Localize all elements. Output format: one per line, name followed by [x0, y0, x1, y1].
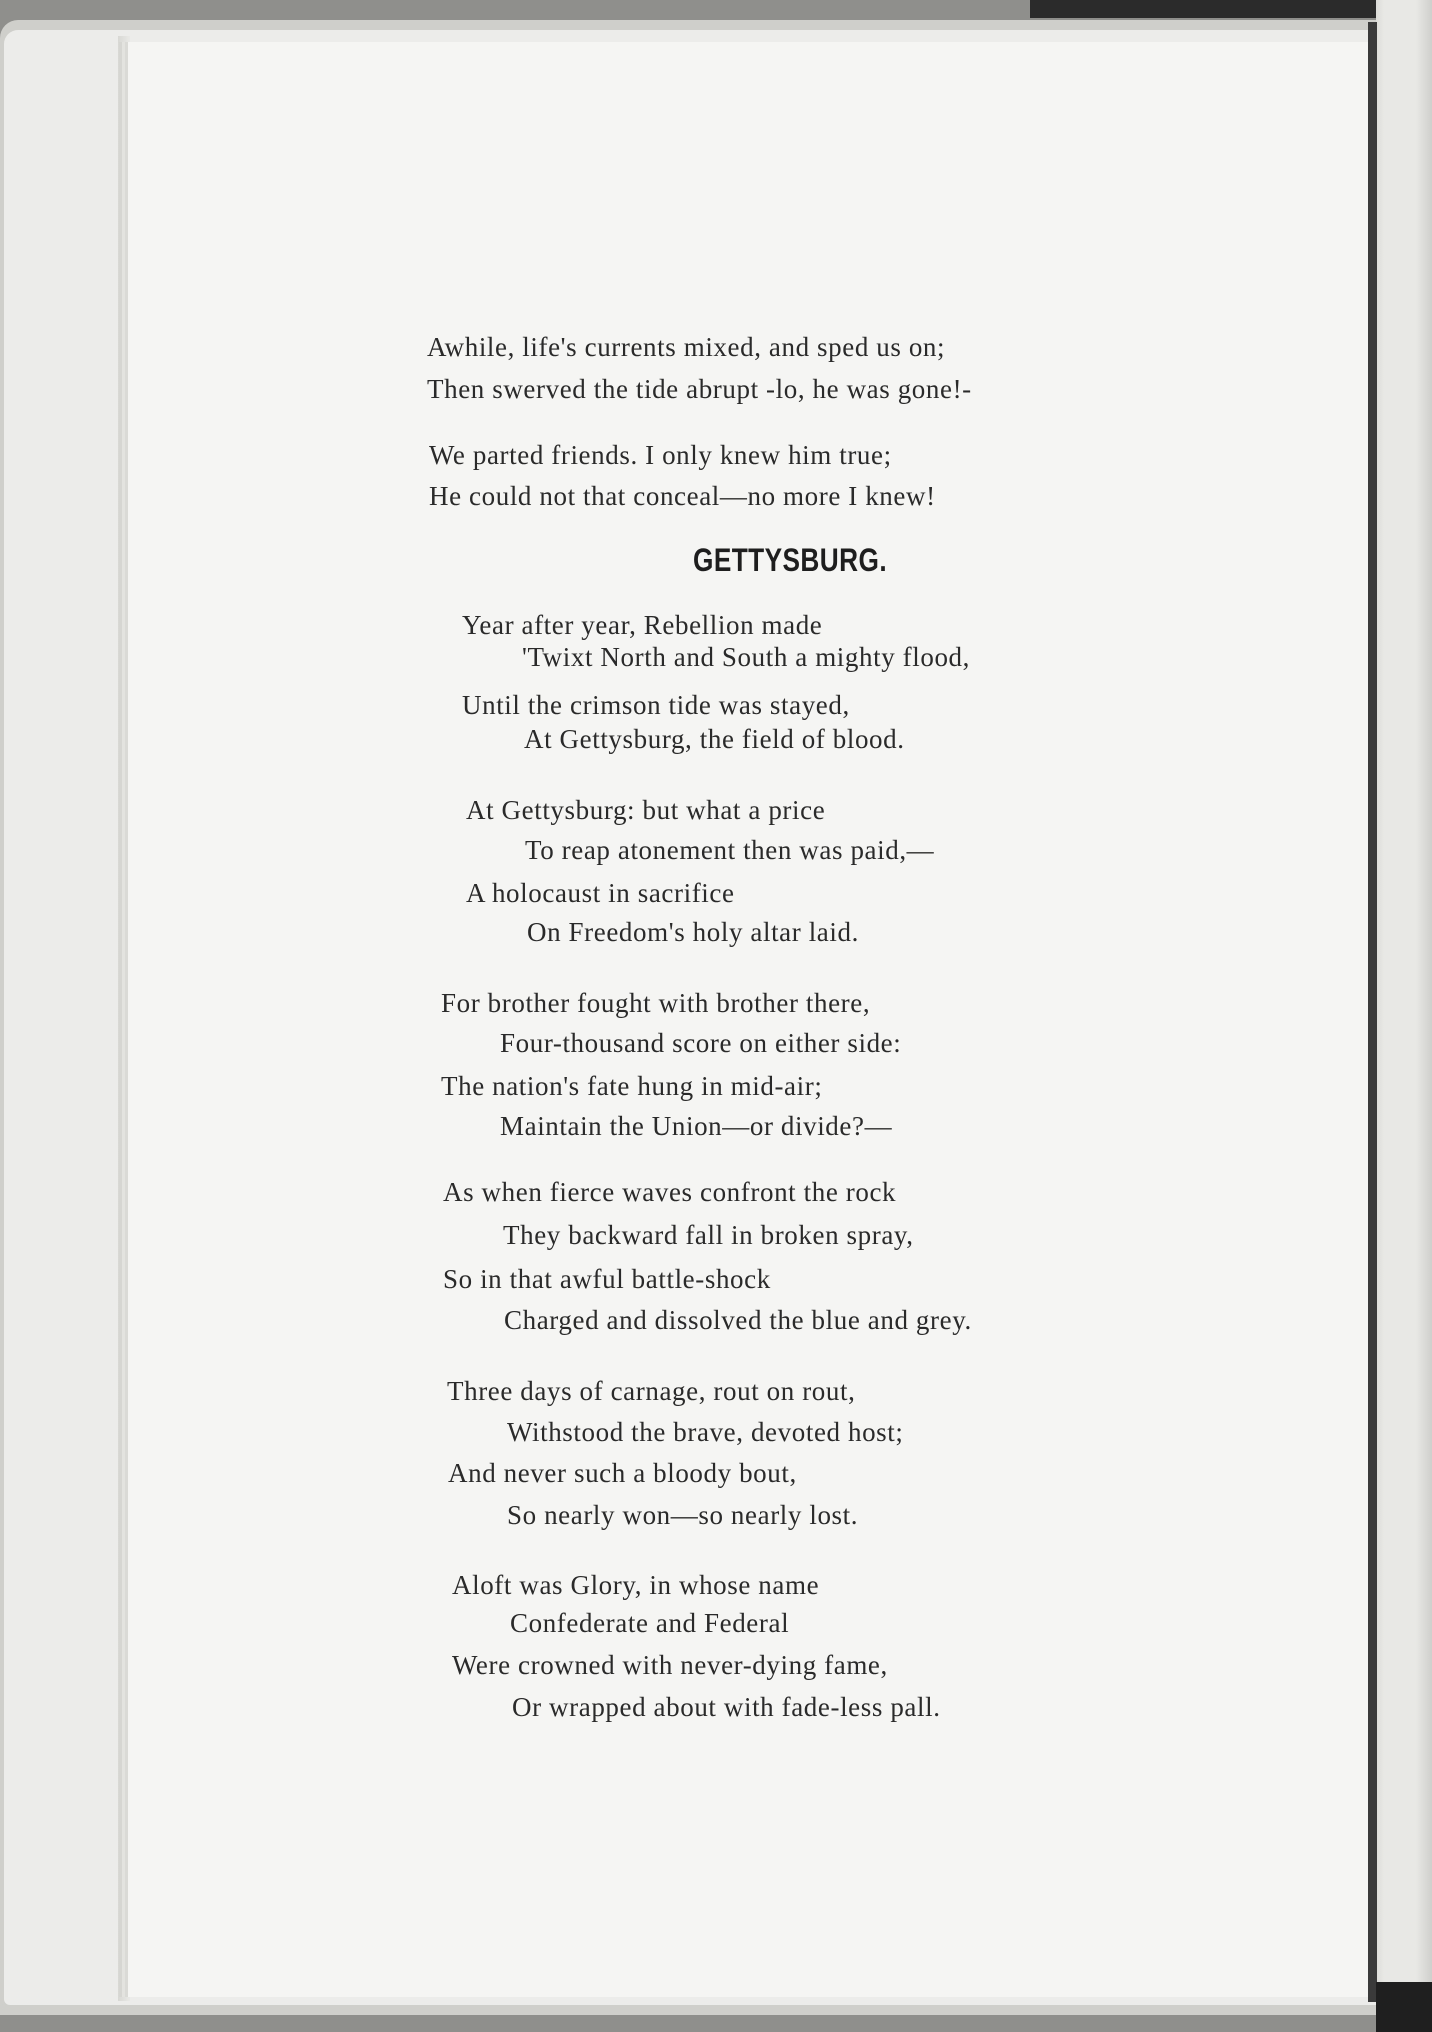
poem-line: To reap atonement then was paid,— — [525, 835, 935, 865]
poem-line: Year after year, Rebellion made — [462, 610, 823, 640]
poem-line: Until the crimson tide was stayed, — [462, 690, 850, 720]
poem-line: They backward fall in broken spray, — [503, 1220, 914, 1250]
poem-line: And never such a bloody bout, — [448, 1458, 797, 1488]
intro-line: We parted friends. I only knew him true; — [429, 440, 892, 470]
poem-line: Or wrapped about with fade-less pall. — [512, 1692, 941, 1722]
scan-edge-right — [1376, 0, 1432, 2032]
poem-line: Confederate and Federal — [510, 1608, 790, 1638]
poem-line: 'Twixt North and South a mighty flood, — [522, 642, 970, 672]
poem-line: On Freedom's holy altar laid. — [527, 917, 859, 947]
poem-line: At Gettysburg, the field of blood. — [524, 724, 905, 754]
intro-line: He could not that conceal—no more I knew! — [429, 481, 936, 511]
poem-title: GETTYSBURG. — [693, 542, 888, 578]
scan-edge-bottom-right — [1376, 1982, 1432, 2032]
intro-line: Awhile, life's currents mixed, and sped us on; — [427, 332, 946, 362]
poem-line: Withstood the brave, devoted host; — [507, 1417, 904, 1447]
poem-line: So in that awful battle-shock — [443, 1264, 771, 1294]
page-edge-line — [1368, 22, 1377, 2002]
poem-line: Four-thousand score on either side: — [500, 1028, 902, 1058]
poem-line: The nation's fate hung in mid-air; — [441, 1071, 823, 1101]
poem-line: A holocaust in sacrifice — [466, 878, 735, 908]
poem-line: Were crowned with never-dying fame, — [452, 1650, 888, 1680]
poem-line: Charged and dissolved the blue and grey. — [504, 1305, 972, 1335]
poem-line: For brother fought with brother there, — [441, 988, 871, 1018]
poem-line: At Gettysburg: but what a price — [466, 795, 826, 825]
poem-line: As when fierce waves confront the rock — [443, 1177, 897, 1207]
poem-line: Maintain the Union—or divide?— — [500, 1111, 893, 1141]
poem-line: So nearly won—so nearly lost. — [507, 1500, 859, 1530]
intro-line: Then swerved the tide abrupt -lo, he was gone!- — [427, 374, 972, 404]
poem-line: Aloft was Glory, in whose name — [452, 1570, 820, 1600]
poem-line: Three days of carnage, rout on rout, — [447, 1376, 856, 1406]
